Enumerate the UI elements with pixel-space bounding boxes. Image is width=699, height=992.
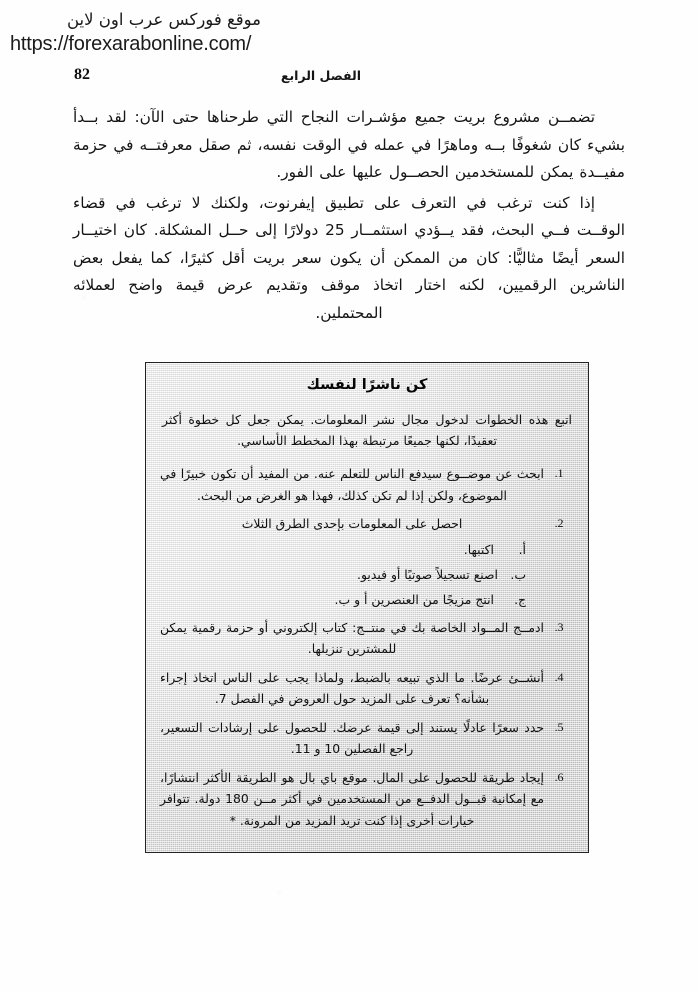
steps-list [160, 463, 574, 831]
list-item [160, 589, 528, 610]
callout-title: كن ناشرًا لنفسك [306, 377, 428, 393]
step-number: 3. [554, 619, 564, 634]
step-text: ابحث عن موضــوع سيدفع الناس للتعلم عنه. من المفيد أن تكون خبيرًا في الموضوع، ولكن إذا لم تكن كذلك، فهذا هو الغرض من البحث. [160, 466, 544, 503]
step-text: إيجاد طريقة للحصول على المال. موقع باي بال هو الطريقة الأكثر انتشارًا، مع إمكانية قبــول الدفــع من المستخدمين في أكثر مــن 180 دولة. تتوافر خيارات أخرى إذا كنت تريد المزيد من المرونة. * [160, 769, 544, 828]
step-text: حدد سعرًا عادلًا يستند إلى قيمة عرضك. للحصول على إرشادات التسعير، راجع الفصلين 10 و 11. [160, 719, 544, 756]
list-item [160, 513, 574, 610]
substep-label: ب. [510, 566, 526, 582]
callout-box [145, 362, 589, 853]
substep-label: ج. [514, 591, 526, 607]
chapter-label: الفصل الرابع [280, 68, 361, 83]
list-item [160, 463, 574, 506]
step-number: 1. [554, 466, 564, 480]
callout-intro: اتبع هذه الخطوات لدخول مجال نشر المعلومات. يمكن جعل كل خطوة أكثر تعقيدًا، لكنها جميعًا مرتبطة بهذا المخطط الأساسي. [162, 412, 572, 448]
substep-text: اكتبها. [463, 541, 494, 557]
watermark [8, 10, 338, 56]
page-number: 82 [74, 66, 90, 83]
substep-text: انتج مزيجًا من العنصرين أ و ب. [334, 591, 494, 607]
step-number: 2. [554, 516, 564, 530]
watermark-arabic-text: موقع فوركس عرب اون لاين [67, 10, 261, 29]
list-item [160, 564, 528, 585]
step-number: 4. [554, 669, 564, 684]
step-text: أنشــئ عرضًا. ما الذي تبيعه بالضبط، ولماذا يجب على الناس اتخاذ إجراء بشأنه؟ تعرف على المزيد حول العروض في الفصل 7. [160, 669, 544, 706]
substep-text: اصنع تسجيلاً صوتيًا أو فيديو. [357, 566, 498, 582]
substeps-list [160, 539, 544, 610]
body-text [73, 104, 625, 330]
running-head [72, 68, 627, 90]
step-number: 6. [554, 769, 564, 784]
list-item [160, 667, 574, 710]
list-item [160, 539, 528, 560]
list-item [160, 717, 574, 760]
step-number: 5. [554, 719, 564, 734]
substep-label: أ. [518, 541, 526, 557]
list-item [160, 617, 574, 660]
paragraph: إذا كنت ترغب في التعرف على تطبيق إيفرنوت، ولكنك لا ترغب في قضاء الوقــت فــي البحث، فقد يــؤدي استثمــار 25 دولارًا إلى حــل المشكلة. كان اختيــار السعر أيضًا مثاليًّا: كان من الممكن أن يكون سعر بريت أقل كثيرًا، كما يفعل بعض الناشرين الرقميين، لكنه اختار اتخاذ موقف وتقديم عرض قيمة واضح لعملائه المحتملين. [73, 193, 625, 322]
step-text: احصل على المعلومات بإحدى الطرق الثلاث [241, 516, 463, 531]
list-item [160, 767, 574, 832]
paragraph: تضمــن مشروع بريت جميع مؤشـرات النجاح التي طرحناها حتى الآن: لقد بــدأ بشيء كان شغوفًا بــه وماهرًا في عمله في الوقت نفسه، ثم صقل معرفتــه في حزمة مفيــدة يمكن للمستخدمين الحصــول عليها على الفور. [73, 108, 625, 181]
step-text: ادمــج المــواد الخاصة بك في منتــج: كتاب إلكتروني أو حزمة رقمية يمكن للمشترين تنزيلها. [160, 619, 544, 656]
watermark-url: https://forexarabonline.com/ [10, 32, 252, 55]
